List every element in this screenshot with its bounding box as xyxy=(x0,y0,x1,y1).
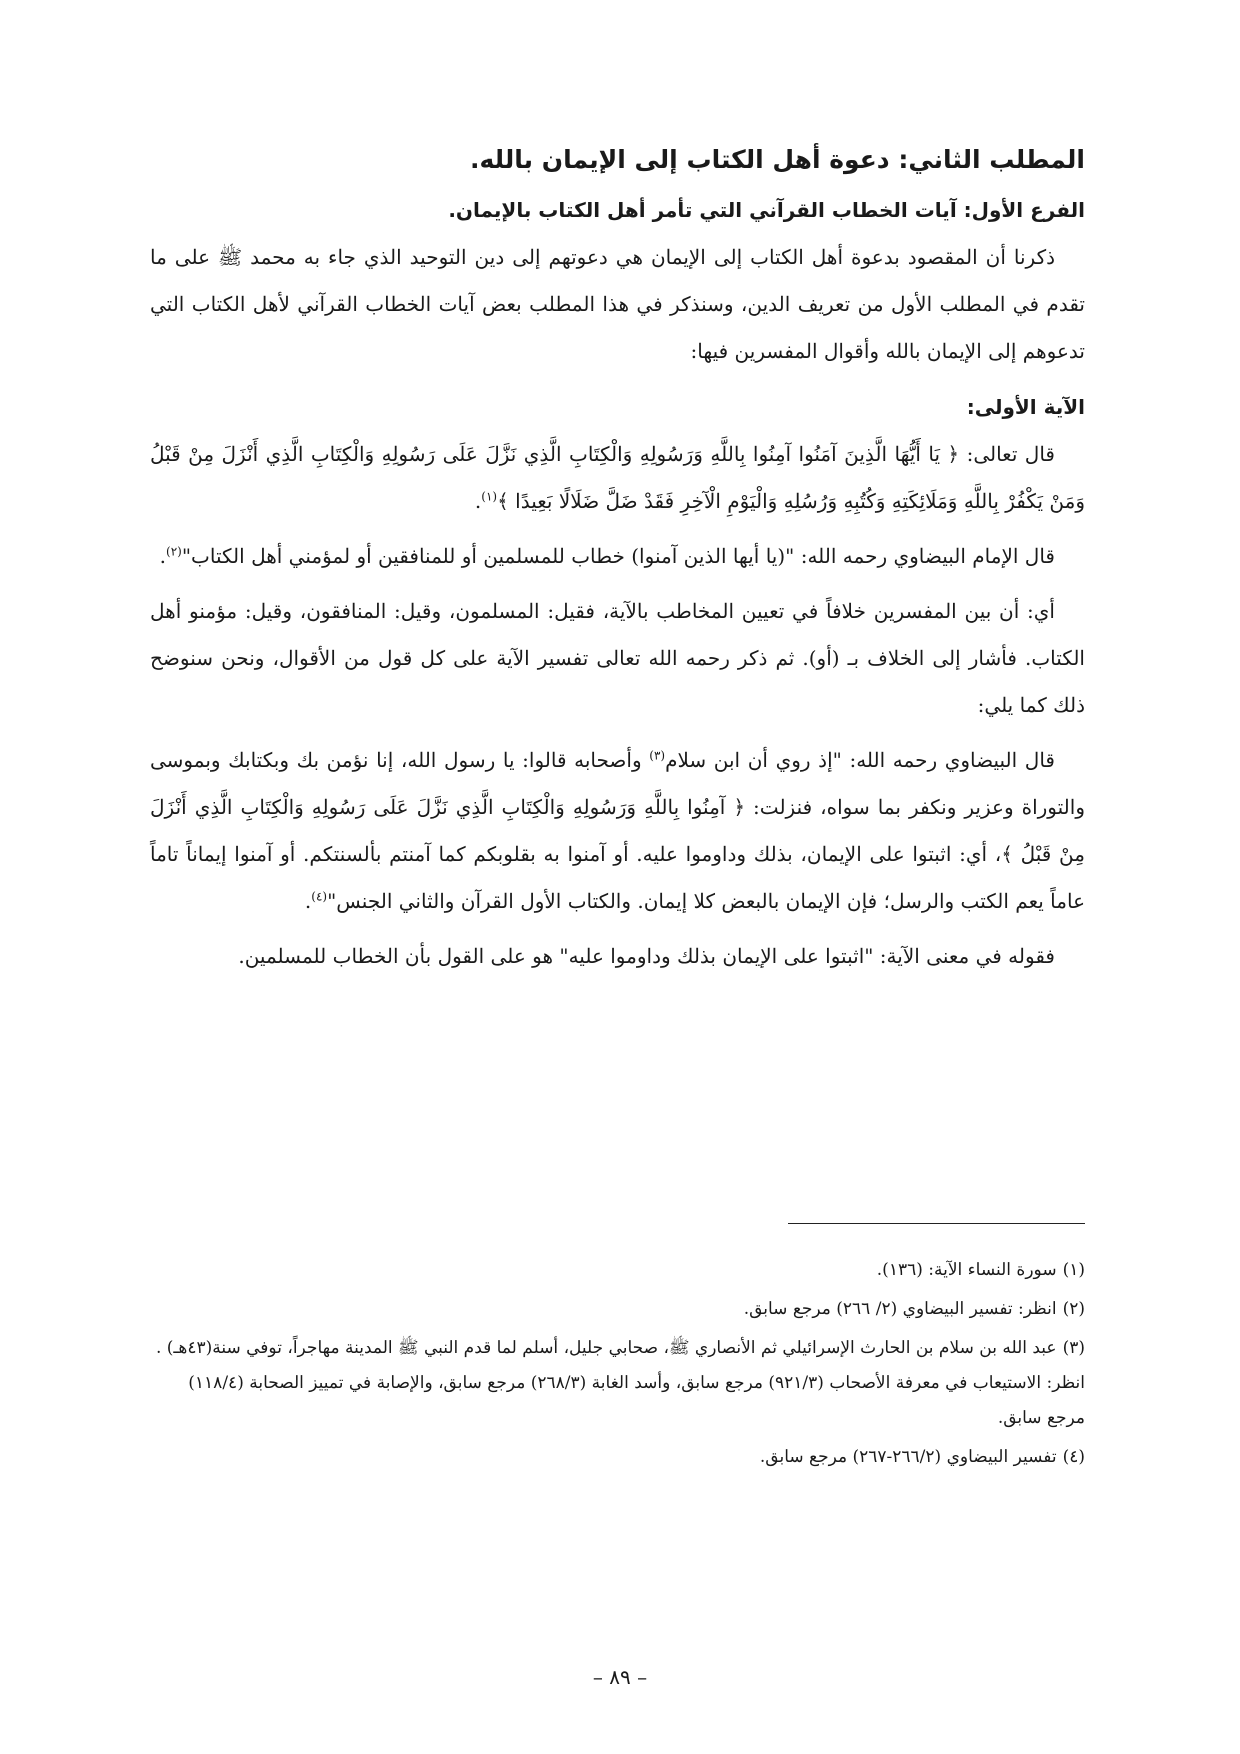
footnote-number: (٢) xyxy=(1062,1299,1085,1319)
quote-suffix: . xyxy=(304,889,312,913)
footnote-item xyxy=(150,1331,1085,1436)
section-title: الفرع الأول: آيات الخطاب القرآني التي تأمر أهل الكتاب بالإيمان. xyxy=(448,198,1085,222)
quote-part-1: قال البيضاوي رحمه الله: "إذ روي أن ابن سلام xyxy=(665,748,1055,772)
page-number: – ٨٩ – xyxy=(592,1665,648,1689)
baydawi-quote-text: قال الإمام البيضاوي رحمه الله: "(يا أيها الذين آمنوا) خطاب للمسلمين أو للمنافقين أو لمؤمني أهل الكتاب" xyxy=(181,544,1055,568)
explanation-paragraph: أي: أن بين المفسرين خلافاً في تعيين المخاطب بالآية، فقيل: المسلمون، وقيل: المنافقون، وقيل: مؤمنو أهل الكتاب. فأشار إلى الخلاف بـ (أو). ثم ذكر رحمه الله تعالى تفسير الآية على كل قول من الأقوال، ونحن سنوضح ذلك كما يلي: xyxy=(150,599,1085,717)
footnote-item xyxy=(150,1253,1085,1288)
verse-label: الآية الأولى: xyxy=(966,395,1085,419)
footnote-text: عبد الله بن سلام بن الحارث الإسرائيلي ثم الأنصاري ﷺ، صحابي جليل، أسلم لما قدم النبي ﷺ المدينة مهاجراً، توفي سنة(٤٣هـ) . انظر: الاستيعاب في معرفة الأصحاب (٩٢١/٣) مرجع سابق، وأسد الغابة (٢٦٨/٣) مرجع سابق، والإصابة في تمييز الصحابة (١١٨/٤) مرجع سابق. xyxy=(155,1338,1085,1428)
footnote-item xyxy=(150,1440,1085,1475)
footnote-ref-2[interactable]: (٢) xyxy=(166,544,182,559)
concluding-paragraph: فقوله في معنى الآية: "اثبتوا على الإيمان بذلك وداوموا عليه" هو على القول بأن الخطاب للمسلمين. xyxy=(238,944,1055,968)
quote-part-3: ، أي: اثبتوا على الإيمان، بذلك وداوموا عليه. أو آمنوا به بقلوبكم كما آمنتم بألسنتكم. أو آمنوا إيماناً تاماً عاماً يعم الكتب والرسل؛ فإن الإيمان بالبعض كلا إيمان. والكتاب الأول القرآن والثاني الجنس" xyxy=(150,842,1085,913)
footnotes-section xyxy=(150,1253,1085,1479)
chapter-heading: المطلب الثاني: دعوة أهل الكتاب إلى الإيمان بالله. xyxy=(470,145,1085,174)
footnote-number: (١) xyxy=(1062,1260,1085,1280)
footnote-text: انظر: تفسير البيضاوي (٢/ ٢٦٦) مرجع سابق. xyxy=(743,1299,1057,1319)
footnote-ref-1[interactable]: (١) xyxy=(481,489,498,504)
footnote-number: (٣) xyxy=(1062,1338,1085,1358)
baydawi-second-quote-paragraph xyxy=(150,737,1085,925)
verse-prefix: قال تعالى: xyxy=(959,442,1055,466)
footnote-divider xyxy=(788,1223,1085,1224)
intro-paragraph: ذكرنا أن المقصود بدعوة أهل الكتاب إلى الإيمان هي دعوتهم إلى دين التوحيد الذي جاء به محمد ﷺ على ما تقدم في المطلب الأول من تعريف الدين، وسنذكر في هذا المطلب بعض آيات الخطاب القرآني لأهل الكتاب التي تدعوهم إلى الإيمان بالله وأقوال المفسرين فيها: xyxy=(150,245,1085,363)
quote-part-2: وأصحابه قالوا: يا رسول الله، إنا نؤمن بك وبكتابك وبموسى والتوراة وعزير ونكفر بما سواه، فنزلت: xyxy=(150,748,1085,819)
footnote-text: تفسير البيضاوي (٢٦٦/٢-٢٦٧) مرجع سابق. xyxy=(759,1447,1057,1467)
footnote-ref-3[interactable]: (٣) xyxy=(649,748,666,763)
baydawi-quote-paragraph xyxy=(150,533,1085,580)
footnote-ref-4[interactable]: (٤) xyxy=(311,889,328,904)
baydawi-quote-suffix: . xyxy=(159,544,167,568)
quran-verse: ﴿ يَا أَيُّهَا الَّذِينَ آمَنُوا آمِنُوا بِاللَّهِ وَرَسُولِهِ وَالْكِتَابِ الَّذِي نَزَّلَ عَلَى رَسُولِهِ وَالْكِتَابِ الَّذِي أَنْزَلَ مِنْ قَبْلُ وَمَنْ يَكْفُرْ بِاللَّهِ وَمَلَائِكَتِهِ وَكُتُبِهِ وَرُسُلِهِ وَالْيَوْمِ الْآخِرِ فَقَدْ ضَلَّ ضَلَالًا بَعِيدًا ﴾ xyxy=(150,442,1085,513)
footnote-number: (٤) xyxy=(1062,1447,1085,1467)
main-text xyxy=(150,134,1085,988)
verse-suffix: . xyxy=(474,489,482,513)
footnote-text: سورة النساء الآية: (١٣٦). xyxy=(876,1260,1057,1280)
footnote-item xyxy=(150,1292,1085,1327)
quran-verse-inline: ﴿ آمِنُوا بِاللَّهِ وَرَسُولِهِ وَالْكِتَابِ الَّذِي نَزَّلَ عَلَى رَسُولِهِ وَالْكِتَابِ الَّذِي أَنْزَلَ مِنْ قَبْلُ ﴾ xyxy=(150,795,1085,866)
verse-paragraph xyxy=(150,431,1085,525)
